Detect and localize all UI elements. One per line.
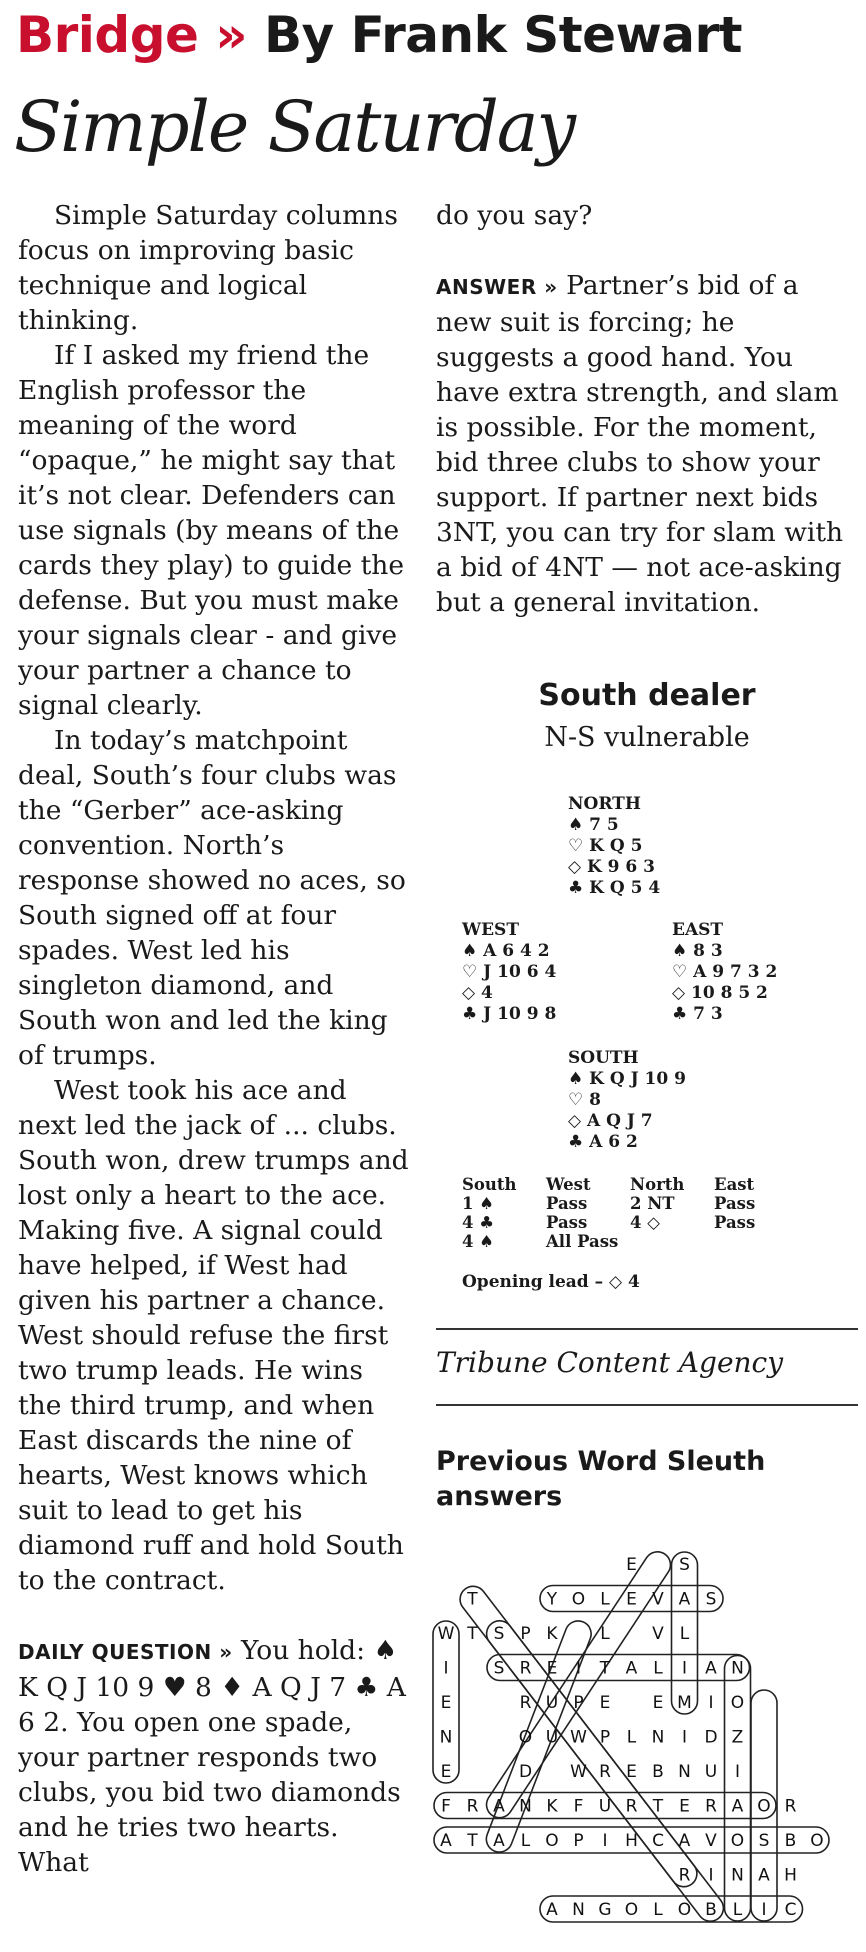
vulnerability: N-S vulnerable xyxy=(544,722,750,753)
west-hand xyxy=(462,920,556,1025)
grid-letter: A xyxy=(625,1658,638,1679)
grid-letter: E xyxy=(626,1762,637,1782)
right-column xyxy=(436,198,844,620)
grid-letter: K xyxy=(546,1624,558,1644)
clubs-holding: ♣ 7 3 xyxy=(672,1004,723,1024)
paragraph: In today’s matchpoint deal, South’s four clubs was the “Gerber” ace-asking convention. North’s response showed no aces, so South signed off at four spades. West led his singleton diamond, and South won and led the king of trumps. xyxy=(18,725,406,1071)
hearts-holding: ♡ A 9 7 3 2 xyxy=(672,962,778,982)
grid-letter: S xyxy=(758,1831,770,1851)
grid-letter: U xyxy=(545,1693,559,1713)
grid-letter: I xyxy=(681,1658,688,1679)
grid-letter: R xyxy=(519,1693,532,1713)
grid-letter: E xyxy=(546,1658,558,1679)
grid-letter: U xyxy=(545,1727,559,1748)
grid-letter: V xyxy=(705,1831,717,1851)
grid-letter: L xyxy=(520,1831,531,1851)
bid: 4 ♣ xyxy=(462,1213,495,1232)
diamonds-holding: ◇ 10 8 5 2 xyxy=(672,983,768,1003)
answer xyxy=(436,268,844,620)
spades-holding: ♠ K Q J 10 9 xyxy=(568,1069,686,1089)
grid-letter: Y xyxy=(546,1589,558,1610)
auction-table xyxy=(462,1175,798,1251)
auction-row xyxy=(462,1213,798,1232)
grid-letter: B xyxy=(784,1831,797,1851)
grid-letter: P xyxy=(573,1693,584,1713)
grid-letter: O xyxy=(518,1727,533,1748)
clubs-holding: ♣ K Q 5 4 xyxy=(568,878,661,898)
grid-letter: W xyxy=(570,1762,587,1782)
grid-letter: L xyxy=(679,1624,690,1644)
grid-letter: P xyxy=(599,1727,611,1748)
section-header xyxy=(16,6,742,64)
grid-letter: P xyxy=(573,1831,584,1851)
grid-letter: A xyxy=(678,1589,691,1610)
diamonds-holding: ◇ 4 xyxy=(462,983,493,1003)
grid-letter: R xyxy=(519,1658,532,1679)
grid-letter: A xyxy=(493,1831,505,1851)
paragraph: If I asked my friend the English professor the meaning of the word “opaque,” he might say that it’s not clear. Defenders can use signals (by means of the cards they play) to guide the defense. But you must make your signals clear - and give your partner a chance to signal clearly. xyxy=(18,340,405,721)
grid-letter: A xyxy=(731,1796,744,1817)
grid-letter: C xyxy=(784,1900,797,1920)
grid-letter: D xyxy=(704,1727,718,1748)
grid-letter: O xyxy=(545,1831,559,1851)
grid-letter: E xyxy=(679,1796,690,1817)
grid-letter: G xyxy=(598,1900,612,1920)
grid-letter: B xyxy=(705,1900,717,1920)
bid: Pass xyxy=(546,1194,588,1213)
grid-letter: B xyxy=(652,1762,664,1782)
auction-header: North xyxy=(630,1175,685,1194)
grid-letter: R xyxy=(784,1796,797,1817)
grid-letter: R xyxy=(678,1865,691,1886)
grid-letter: L xyxy=(732,1900,743,1920)
grid-letter: R xyxy=(625,1796,638,1817)
grid-letter: E xyxy=(599,1693,611,1713)
opening-lead: Opening lead – ◇ 4 xyxy=(462,1272,640,1292)
grid-letter: T xyxy=(467,1831,478,1851)
diamonds-holding: ◇ A Q J 7 xyxy=(568,1111,653,1131)
grid-letter: A xyxy=(546,1900,558,1920)
grid-letter: R xyxy=(466,1796,479,1817)
spades-holding: ♠ A 6 4 2 xyxy=(462,941,550,961)
grid-letter: E xyxy=(440,1693,452,1713)
spacer xyxy=(18,1598,413,1633)
question-label: DAILY QUESTION » xyxy=(18,1640,233,1664)
grid-letter: F xyxy=(573,1796,584,1817)
grid-letter: T xyxy=(652,1796,664,1817)
hand-name: SOUTH xyxy=(568,1048,639,1068)
grid-letter: K xyxy=(546,1796,558,1817)
grid-letter: N xyxy=(651,1727,665,1748)
previous-puzzle-title: Previous Word Sleuth answers xyxy=(436,1446,766,1512)
question-text: You hold: ♠ K Q J 10 9 ♥ 8 ♦ A Q J 7 ♣ A 6 2. You open one spade, your partner responds two clubs, you bid two diamonds and he tries two hearts. What xyxy=(18,1635,406,1878)
divider xyxy=(436,1328,858,1330)
section-label: Bridge » xyxy=(16,6,248,64)
grid-letter: U xyxy=(704,1762,718,1782)
grid-letter: E xyxy=(440,1762,452,1782)
south-hand xyxy=(568,1048,686,1153)
hand-name: WEST xyxy=(462,920,519,940)
auction-header: West xyxy=(546,1175,591,1194)
bid xyxy=(630,1232,714,1251)
grid-letter: C xyxy=(652,1831,664,1851)
grid-letter: O xyxy=(624,1900,639,1920)
grid-letter: O xyxy=(757,1796,771,1817)
word-sleuth-grid xyxy=(432,1548,832,1942)
auction-header: South xyxy=(462,1175,517,1194)
bid: All Pass xyxy=(546,1232,619,1251)
paragraph: West took his ace and next led the jack of ... clubs. South won, drew trumps and lost only a heart to the ace. Making five. A signal could have helped, if West had given his partner a chance. West should refuse the first two trump leads. He wins the third trump, and when East discards the nine of hearts, West knows which suit to lead to get his diamond ruff and hold South to the contract. xyxy=(18,1075,409,1596)
grid-letter: F xyxy=(441,1796,451,1817)
grid-letter: L xyxy=(600,1589,610,1610)
syndication-credit: Tribune Content Agency xyxy=(436,1346,784,1379)
grid-letter: I xyxy=(602,1831,608,1851)
grid-letter: A xyxy=(705,1658,717,1679)
clubs-holding: ♣ J 10 9 8 xyxy=(462,1004,557,1024)
diamonds-holding: ◇ K 9 6 3 xyxy=(568,857,656,877)
grid-letter: H xyxy=(784,1865,797,1886)
grid-letter: M xyxy=(677,1693,692,1713)
grid-letter: W xyxy=(570,1727,587,1748)
bid xyxy=(714,1232,798,1251)
grid-letter: A xyxy=(493,1796,505,1817)
grid-letter: I xyxy=(734,1762,741,1782)
dealer-heading: South dealer xyxy=(538,678,756,713)
grid-letter: I xyxy=(575,1658,582,1679)
grid-letter: R xyxy=(599,1762,611,1782)
answer-text: Partner’s bid of a new suit is forcing; he suggests a good hand. You have extra strength, and slam is possible. For the moment, bid three clubs to show your support. If partner next bids 3NT, you can try for slam with a bid of 4NT — not ace-asking but a general invitation. xyxy=(436,270,844,618)
grid-letter: S xyxy=(705,1589,717,1610)
bid: Pass xyxy=(714,1194,756,1213)
grid-letter: L xyxy=(600,1624,610,1644)
grid-letter: V xyxy=(652,1589,664,1610)
article-title: Simple Saturday xyxy=(14,86,575,168)
hand-name: EAST xyxy=(672,920,724,940)
grid-letter: W xyxy=(437,1624,455,1644)
grid-letter: D xyxy=(518,1762,533,1782)
grid-letter: N xyxy=(439,1727,453,1748)
grid-letter: S xyxy=(679,1555,690,1575)
grid-letter: A xyxy=(440,1831,452,1851)
grid-letter: N xyxy=(731,1865,744,1886)
grid-letter: I xyxy=(708,1693,714,1713)
grid-letter: T xyxy=(467,1589,478,1610)
left-column xyxy=(18,198,413,1880)
spades-holding: ♠ 7 5 xyxy=(568,815,619,835)
paragraph: Simple Saturday columns focus on improving basic technique and logical thinking. xyxy=(18,200,398,336)
grid-letter: O xyxy=(571,1589,586,1610)
grid-letter: E xyxy=(626,1555,637,1575)
hand-name: NORTH xyxy=(568,794,641,814)
grid-letter: N xyxy=(678,1762,691,1782)
bid: 1 ♠ xyxy=(462,1194,495,1213)
grid-letter: S xyxy=(493,1624,505,1644)
hearts-holding: ♡ K Q 5 xyxy=(568,836,643,856)
bid: Pass xyxy=(546,1213,588,1232)
grid-letter: S xyxy=(493,1658,505,1679)
continuation: do you say? xyxy=(436,200,593,231)
grid-letter: U xyxy=(598,1796,612,1817)
grid-letter: R xyxy=(705,1796,717,1817)
grid-letter: I xyxy=(761,1900,767,1920)
divider xyxy=(436,1404,858,1406)
grid-letter: O xyxy=(677,1900,692,1920)
grid-letter: P xyxy=(520,1624,531,1644)
bid: 4 ◇ xyxy=(630,1213,660,1232)
spades-holding: ♠ 8 3 xyxy=(672,941,723,961)
grid-letter: T xyxy=(599,1658,611,1679)
grid-letter: L xyxy=(626,1727,637,1748)
grid-letter: V xyxy=(652,1624,664,1644)
grid-letter: I xyxy=(443,1658,449,1679)
grid-letter: I xyxy=(681,1727,688,1748)
grid-letter: Z xyxy=(731,1727,744,1748)
byline: By Frank Stewart xyxy=(264,6,743,64)
auction-header: East xyxy=(714,1175,755,1194)
grid-letter: O xyxy=(730,1831,745,1851)
bid: 4 ♠ xyxy=(462,1232,495,1251)
grid-letter: O xyxy=(810,1831,824,1851)
north-hand xyxy=(568,794,660,899)
auction-header-row xyxy=(462,1175,798,1194)
hearts-holding: ♡ J 10 6 4 xyxy=(462,962,557,982)
grid-letter: N xyxy=(731,1658,744,1679)
answer-label: ANSWER » xyxy=(436,275,558,299)
grid-letter: O xyxy=(730,1693,745,1713)
auction-row xyxy=(462,1194,798,1213)
bid: 2 NT xyxy=(630,1194,675,1213)
clubs-holding: ♣ A 6 2 xyxy=(568,1132,638,1152)
auction-row xyxy=(462,1232,798,1251)
grid-letter: L xyxy=(653,1658,663,1679)
grid-letter: A xyxy=(678,1831,691,1851)
daily-question xyxy=(18,1633,413,1880)
east-hand xyxy=(672,920,777,1025)
grid-letter: L xyxy=(653,1900,663,1920)
grid-letter: N xyxy=(519,1796,532,1817)
grid-letter: T xyxy=(467,1624,478,1644)
grid-letter: H xyxy=(625,1831,638,1851)
grid-letter: E xyxy=(652,1693,664,1713)
grid-letter: E xyxy=(626,1589,637,1610)
hearts-holding: ♡ 8 xyxy=(568,1090,601,1110)
grid-letter: A xyxy=(758,1865,770,1886)
grid-letter: N xyxy=(572,1900,585,1920)
bid: Pass xyxy=(714,1213,756,1232)
grid-letter: I xyxy=(708,1865,714,1886)
